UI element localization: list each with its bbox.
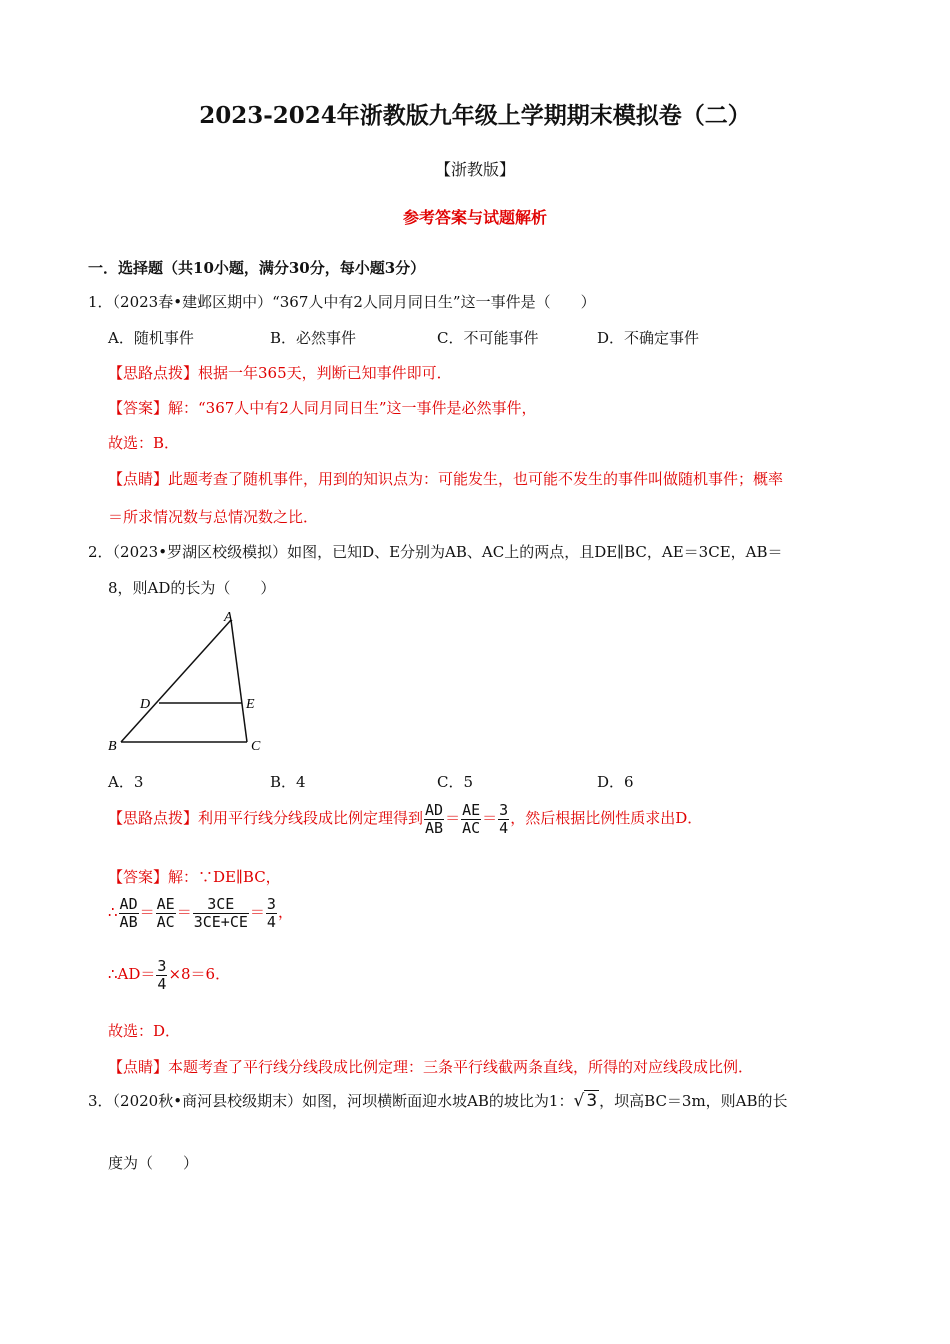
label-a: A <box>224 610 233 625</box>
frac-num: AD <box>119 895 138 913</box>
equals-sign: ＝ <box>482 809 498 827</box>
q1-comment-line2: ＝所求情况数与总情况数之比． <box>108 508 319 526</box>
page-title: 2023-2024年浙教版九年级上学期期末模拟卷（二） <box>199 102 751 129</box>
side-ac <box>231 620 247 742</box>
frac-ad-ab <box>424 802 444 836</box>
comma: ， <box>277 903 293 921</box>
frac-num: 3CE <box>193 896 249 914</box>
therefore-sign: ∴ <box>108 903 118 921</box>
equals-sign: ＝ <box>445 809 461 827</box>
frac-den: 3CE+CE <box>193 912 248 931</box>
equals-sign: ＝ <box>249 903 265 921</box>
frac-num: AE <box>462 801 481 819</box>
label-c: C <box>251 739 261 754</box>
q1-option-a: A．随机事件 <box>108 329 194 347</box>
q3-stem-line2: 度为（ ） <box>108 1154 199 1172</box>
frac-den: 4 <box>499 818 509 837</box>
ad-suffix: ×8＝6． <box>168 965 231 983</box>
triangle-figure <box>100 605 270 755</box>
frac-den: 4 <box>266 912 276 931</box>
ad-prefix: ∴AD＝ <box>108 965 156 983</box>
frac-den: 4 <box>157 974 167 993</box>
side-ab <box>121 620 231 742</box>
section-heading: 一．选择题（共10小题，满分30分，每小题3分） <box>88 259 426 277</box>
q2-choice: 故选：D． <box>108 1022 181 1040</box>
q2-comment: 【点睛】本题考查了平行线分线段成比例定理：三条平行线截两条直线，所得的对应线段成比例． <box>108 1058 754 1076</box>
q2-hint <box>108 802 702 836</box>
frac-num: AE <box>156 895 175 913</box>
q1-hint: 【思路点拨】根据一年365天，判断已知事件即可． <box>108 364 452 382</box>
q2-ratio-line <box>108 896 293 930</box>
q1-option-d: D．不确定事件 <box>597 329 700 347</box>
edition-label: 【浙教版】 <box>434 160 515 179</box>
q1-option-b: B．必然事件 <box>270 329 357 347</box>
label-d: D <box>140 697 151 712</box>
q2-option-c: C．5 <box>437 773 474 791</box>
frac-den: AB <box>119 912 138 931</box>
q2-hint-prefix: 【思路点拨】利用平行线分线段成比例定理得到 <box>108 809 424 827</box>
q1-stem: 1．（2023春•建邺区期中）“367人中有2人同月同日生”这一事件是（ ） <box>88 293 596 311</box>
frac-ae-ac <box>461 802 481 836</box>
answer-heading: 参考答案与试题解析 <box>402 208 547 227</box>
frac-ad-ab <box>119 896 139 930</box>
equals-sign: ＝ <box>139 903 155 921</box>
q2-stem-line1: 2．（2023•罗湖区校级模拟）如图，已知D、E分别为AB、AC上的两点，且DE∥BC，AE＝3CE，AB＝ <box>88 543 783 561</box>
q1-choice: 故选：B． <box>108 434 180 452</box>
frac-3-4 <box>498 802 509 836</box>
frac-3-4 <box>156 958 167 992</box>
label-e: E <box>246 697 255 712</box>
q2-answer: 【答案】解：∵DE∥BC， <box>108 868 281 886</box>
q3-stem-line1 <box>88 1090 788 1111</box>
frac-3-4 <box>266 896 277 930</box>
frac-ae-ac <box>156 896 176 930</box>
frac-num: 3 <box>157 957 167 975</box>
q1-option-c: C．不可能事件 <box>437 329 539 347</box>
q1-comment-line1: 【点睛】此题考查了随机事件，用到的知识点为：可能发生，也可能不发生的事件叫做随机事件；概率 <box>108 470 784 488</box>
frac-den: AC <box>156 912 175 931</box>
frac-num: AD <box>425 801 444 819</box>
frac-num: 3 <box>266 895 276 913</box>
q1-answer: 【答案】解：“367人中有2人同月同日生”这一事件是必然事件， <box>108 399 537 417</box>
equals-sign: ＝ <box>176 903 192 921</box>
frac-3ce <box>193 896 249 930</box>
q2-hint-suffix: ，然后根据比例性质求出D． <box>510 809 703 827</box>
q3-stem-prefix: 3．（2020秋•商河县校级期末）如图，河坝横断面迎水坡AB的坡比为1： <box>88 1092 574 1110</box>
q2-ad-line <box>108 958 230 992</box>
q2-option-d: D．6 <box>597 773 634 791</box>
frac-num: 3 <box>499 801 509 819</box>
q2-option-a: A．3 <box>108 773 144 791</box>
q3-stem-suffix: ，坝高BC＝3m，则AB的长 <box>599 1092 788 1110</box>
sqrt-radicand: 3 <box>586 1091 598 1111</box>
frac-den: AC <box>462 818 481 837</box>
q2-stem-line2: 8，则AD的长为（ ） <box>108 579 276 597</box>
q2-option-b: B．4 <box>270 773 306 791</box>
sqrt-symbol: √ 3 <box>573 1091 598 1111</box>
label-b: B <box>108 739 117 754</box>
frac-den: AB <box>425 818 444 837</box>
